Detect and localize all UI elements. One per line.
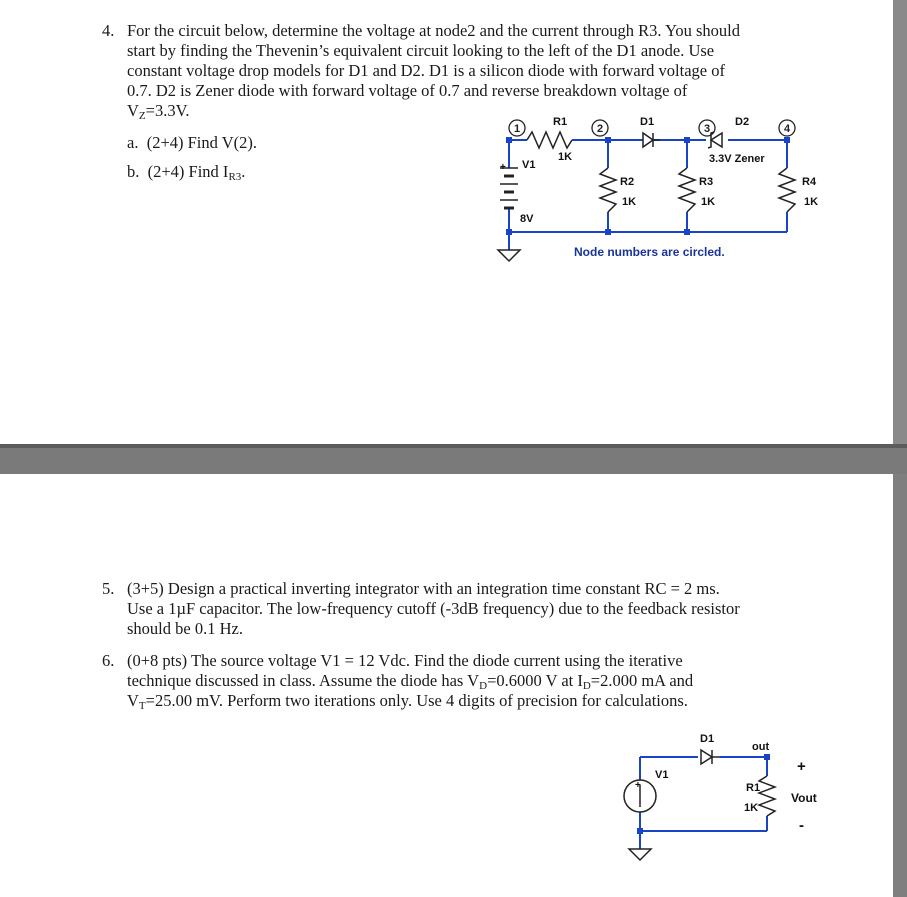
circuit-note: Node numbers are circled. <box>574 245 725 259</box>
question-6-number: 6. <box>102 651 115 670</box>
question-6-line-1: (0+8 pts) The source voltage V1 = 12 Vdc. Find the diode current using the iterative <box>127 651 683 670</box>
circuit-diagram-2 <box>0 474 893 897</box>
v1-name-2: V1 <box>655 769 669 781</box>
question-5-line-1: (3+5) Design a practical inverting integrator with an integration time constant RC = 2 ms. <box>127 579 720 598</box>
r4-value: 1K <box>804 196 819 208</box>
r2-symbol <box>600 168 616 212</box>
ground-symbol-2 <box>629 849 651 860</box>
document-page-1 <box>0 0 893 444</box>
vout-label: Vout <box>791 791 817 805</box>
question-4-number: 4. <box>102 21 115 40</box>
vout-plus: + <box>797 758 806 775</box>
r2-value: 1K <box>622 196 637 208</box>
d1-name-2: D1 <box>700 733 715 745</box>
node-label-1: 1 <box>513 123 521 135</box>
r1-value: 1K <box>558 151 573 163</box>
v1-value: 8V <box>520 213 534 225</box>
question-4-line-2: start by finding the Thevenin’s equivalent circuit looking to the left of the D1 anode. Use <box>127 41 715 60</box>
part-a-label: a. <box>127 133 139 152</box>
r2-name: R2 <box>620 176 635 188</box>
d2-value: 3.3V Zener <box>709 153 765 165</box>
r1-symbol-2 <box>759 776 775 816</box>
question-6-line-3: $V_T=25.00$ mV. Perform two iterations only. Use 4 digits of precision for calculations. <box>127 691 688 712</box>
r1-value-2: 1K <box>744 802 759 814</box>
d1-symbol <box>640 133 660 147</box>
d1-symbol-2 <box>701 750 720 764</box>
part-a-text: (2+4) Find V(2). <box>146 133 257 152</box>
v1-plus-sign: + <box>500 162 506 173</box>
r1-name: R1 <box>553 116 568 128</box>
question-4-line-4: 0.7. D2 is Zener diode with forward voltage of 0.7 and reverse breakdown voltage of <box>127 81 688 100</box>
node-label-4: 4 <box>783 123 791 135</box>
v1-battery-symbol <box>500 168 518 208</box>
d1-name: D1 <box>640 116 655 128</box>
r3-value: 1K <box>701 196 716 208</box>
circuit-diagram-1 <box>0 0 893 444</box>
part-b-label: b. <box>127 162 140 181</box>
question-5-line-3: should be 0.1 Hz. <box>127 619 243 638</box>
r4-name: R4 <box>802 176 817 188</box>
d2-symbol <box>708 132 722 148</box>
part-b-text: (2+4) Find I <box>147 162 229 181</box>
r3-symbol <box>679 168 695 212</box>
v1-name: V1 <box>522 159 536 171</box>
question-5-line-2: Use a 1µF capacitor. The low-frequency cutoff (-3dB frequency) due to the feedback resistor <box>127 599 740 618</box>
question-4-line-5: $V_Z=3.3V$. <box>127 101 190 122</box>
d2-name: D2 <box>735 116 750 128</box>
node-label-2: 2 <box>596 123 604 135</box>
r3-name: R3 <box>699 176 714 188</box>
out-label: out <box>752 741 770 753</box>
r1-name-2: R1 <box>746 782 761 794</box>
question-6-line-2: technique discussed in class. Assume the diode has $V_D=0.6000$ V at $I_D=2.000$ mA and <box>127 671 694 692</box>
ground-symbol-1 <box>498 250 520 261</box>
question-5-number: 5. <box>102 579 115 598</box>
circuit-1-wires <box>509 132 787 250</box>
r4-symbol <box>779 168 795 212</box>
part-b: b. (2+4) Find $I_{R3}$. <box>127 162 246 183</box>
question-4-line-3: constant voltage drop models for D1 and D2. D1 is a silicon diode with forward voltage of <box>127 61 725 80</box>
vout-minus: - <box>799 817 804 834</box>
node-label-3: 3 <box>703 123 711 135</box>
question-4-line-1: For the circuit below, determine the voltage at node2 and the current through R3. You should <box>127 21 740 40</box>
v1-source-plus: + <box>635 780 641 791</box>
document-page-2 <box>0 474 893 897</box>
page-separator <box>0 444 907 474</box>
